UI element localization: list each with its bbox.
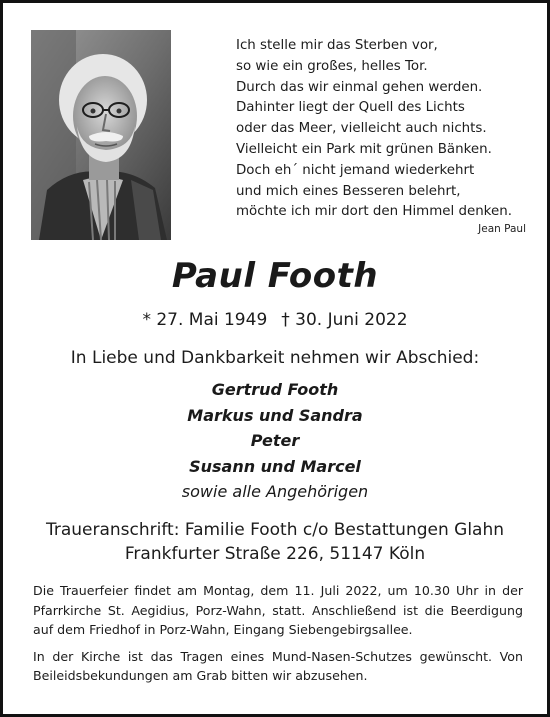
poem-author: Jean Paul [478,223,526,235]
mourner-name: Markus und Sandra [187,405,363,425]
notice-paragraph: Die Trauerfeier findet am Montag, dem 11. Juli 2022, um 10.30 Uhr in der Pfarrkirche St. Aegidius, Porz-Wahn, statt. Anschließend ist die Beerdigung auf dem Friedhof in Porz-Wahn, Eingang Siebengebirgsallee. [33,583,523,637]
life-dates [3,310,547,330]
farewell-text: In Liebe und Dankbarkeit nehmen wir Abschied: [70,348,480,368]
poem-line: Durch das wir einmal gehen werden. [236,79,483,95]
poem-line: so wie ein großes, helles Tor. [236,58,428,74]
address-line-1: Traueranschrift: Familie Footh c/o Bestattungen Glahn [45,520,505,540]
poem-line: möchte ich mir dort den Himmel denken. [236,204,512,220]
mourners-list [3,377,547,505]
funeral-notice [33,581,523,686]
mourners-rest: sowie alle Angehörigen [181,482,369,501]
poem-line: Ich stelle mir das Sterben vor, [236,38,438,53]
portrait-photo [31,30,171,240]
poem-line: Dahinter liegt der Quell des Lichts [236,100,465,116]
poem-line: oder das Meer, vielleicht auch nichts. [236,121,487,137]
poem-line: und mich eines Besseren belehrt, [236,183,461,199]
address-line-2: Frankfurter Straße 226, 51147 Köln [124,544,426,564]
poem [236,36,526,223]
deceased-name: Paul Footh [171,256,379,296]
birth-date: * 27. Mai 1949 [142,310,268,330]
mourner-name: Susann und Marcel [189,456,361,476]
notice-paragraph: In der Kirche ist das Tragen eines Mund-Nasen-Schutzes gewünscht. Von Beileidsbekundungen am Grab bitten wir abzusehen. [33,648,523,683]
poem-line: Doch eh´ nicht jemand wiederkehrt [236,162,475,178]
mourner-name: Peter [250,431,300,450]
death-date: † 30. Juni 2022 [281,310,408,330]
mourner-name: Gertrud Footh [211,380,339,399]
mourning-address [3,518,547,566]
poem-line: Vielleicht ein Park mit grünen Bänken. [236,141,492,157]
